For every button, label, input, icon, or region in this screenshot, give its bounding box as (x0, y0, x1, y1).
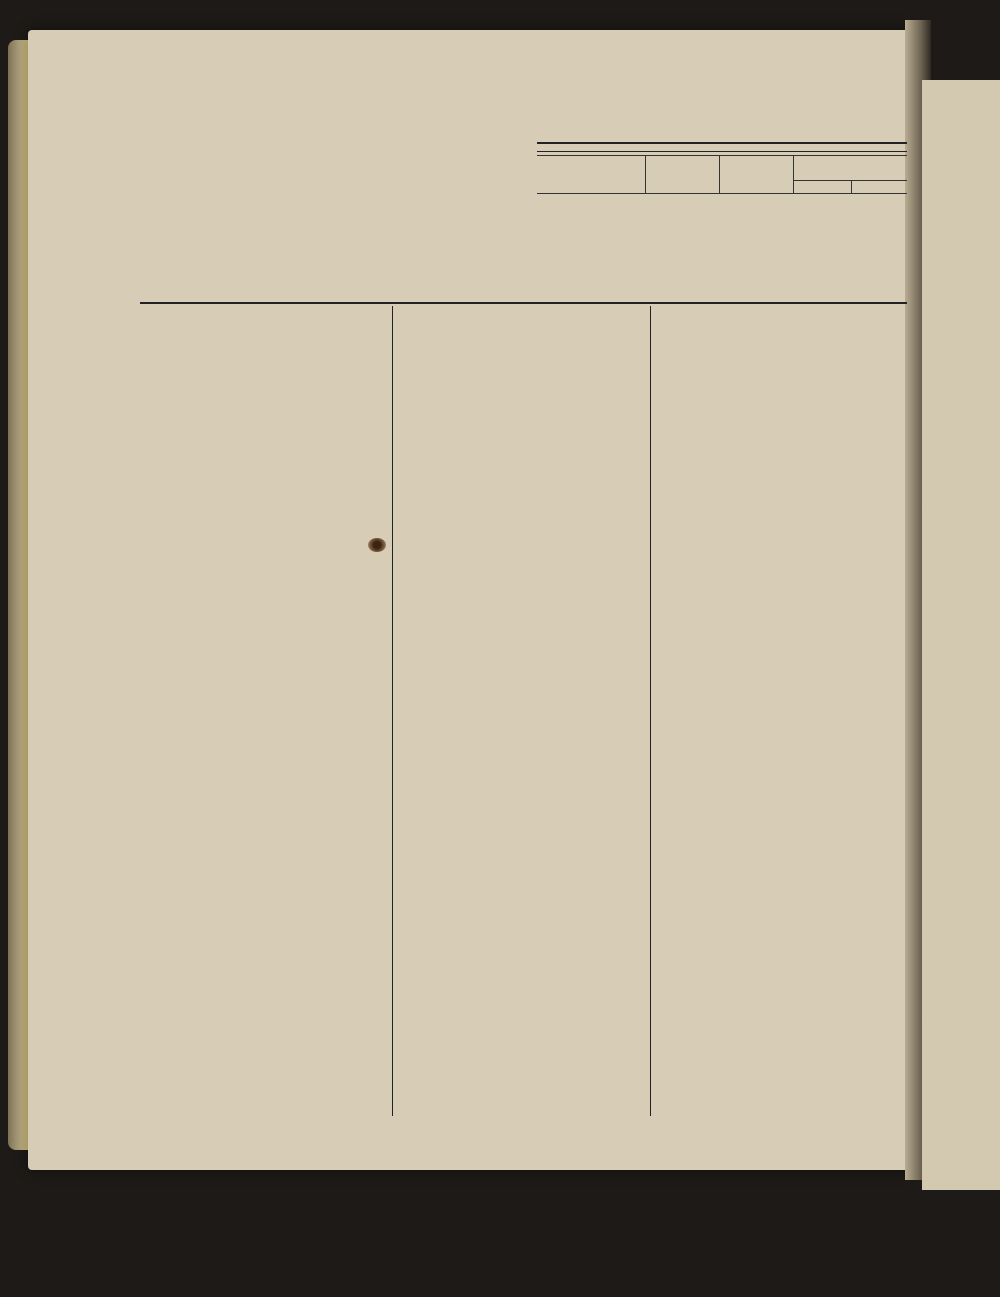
col-mittelpreise (794, 156, 908, 181)
col-gattung (537, 156, 646, 194)
market-table (537, 155, 907, 194)
col-aufgefahren (646, 156, 720, 194)
facing-page (922, 80, 1000, 1190)
col-kr (852, 181, 907, 194)
col-verkauft (720, 156, 794, 194)
ink-stain (368, 538, 386, 552)
col-fl (794, 181, 852, 194)
newspaper-page (28, 30, 918, 1170)
section-rule (140, 302, 907, 304)
